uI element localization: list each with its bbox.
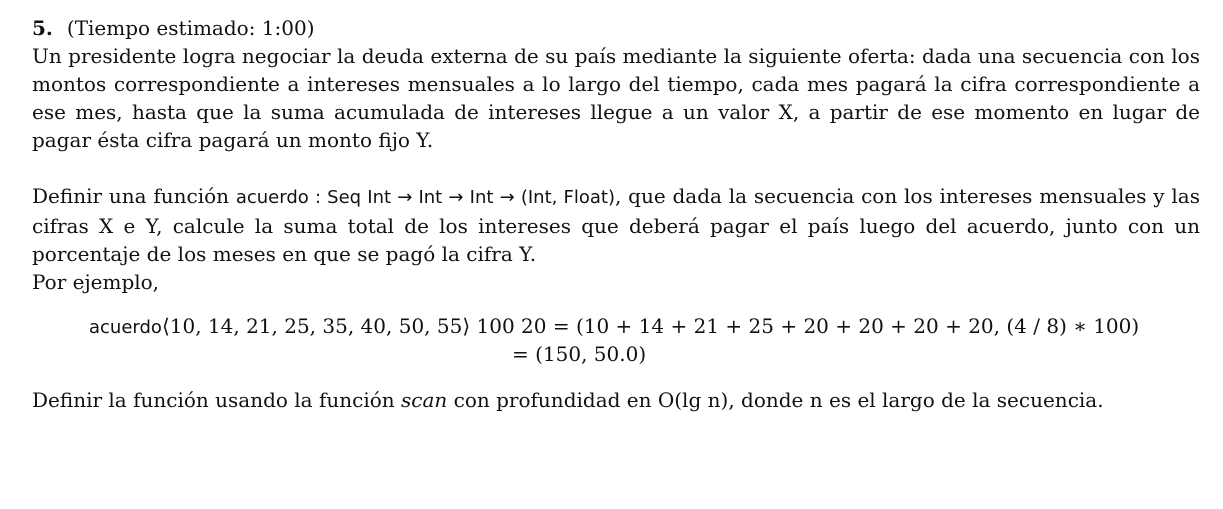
intro-paragraph: Un presidente logra negociar la deuda externa de su país mediante la siguiente oferta: dada una secuencia con los montos correspondiente a intereses mensuales a lo largo del tiempo, cada mes pagará la cifra correspondiente a ese mes, hasta que la suma acumulada de intereses llegue a un valor X, a partir de ese momento en lugar de pagar ésta cifra pagará un monto fijo Y. xyxy=(32,44,1200,152)
example-line-2: = (150, 50.0) xyxy=(512,342,647,366)
example-function-name: acuerdo xyxy=(89,317,162,338)
definition-paragraph xyxy=(32,182,1200,268)
problem-heading xyxy=(32,14,1200,42)
problem-number: 5. xyxy=(32,16,53,40)
final-paragraph xyxy=(32,386,1200,414)
time-estimate: (Tiempo estimado: 1:00) xyxy=(66,16,315,40)
scan-term: scan xyxy=(401,388,448,412)
function-signature: acuerdo : Seq Int → Int → Int → (Int, Float) xyxy=(235,187,616,208)
problem-statement xyxy=(32,14,1200,414)
example-expression: ⟨10, 14, 21, 25, 35, 40, 50, 55⟩ 100 20 = (10 + 14 + 21 + 25 + 20 + 20 + 20 + 20, (4 / 8) ∗ 100) xyxy=(161,314,1140,338)
definition-prefix: Definir una función xyxy=(32,184,230,208)
example-block xyxy=(32,308,1200,368)
definition-suffix: , que dada la secuencia con los intereses mensuales y las cifras X e Y, calcule la suma total de los intereses que deberá pagar el país luego del acuerdo, junto con un porcentaje de los meses en que se pagó la cifra Y. xyxy=(32,184,1200,266)
example-line-1 xyxy=(89,312,1139,342)
final-suffix: , donde n es el largo de la secuencia. xyxy=(728,388,1104,412)
complexity: O(lg n) xyxy=(657,388,729,412)
final-middle: con profundidad en xyxy=(453,388,652,412)
final-prefix: Definir la función usando la función xyxy=(32,388,395,412)
example-intro: Por ejemplo, xyxy=(32,270,160,294)
